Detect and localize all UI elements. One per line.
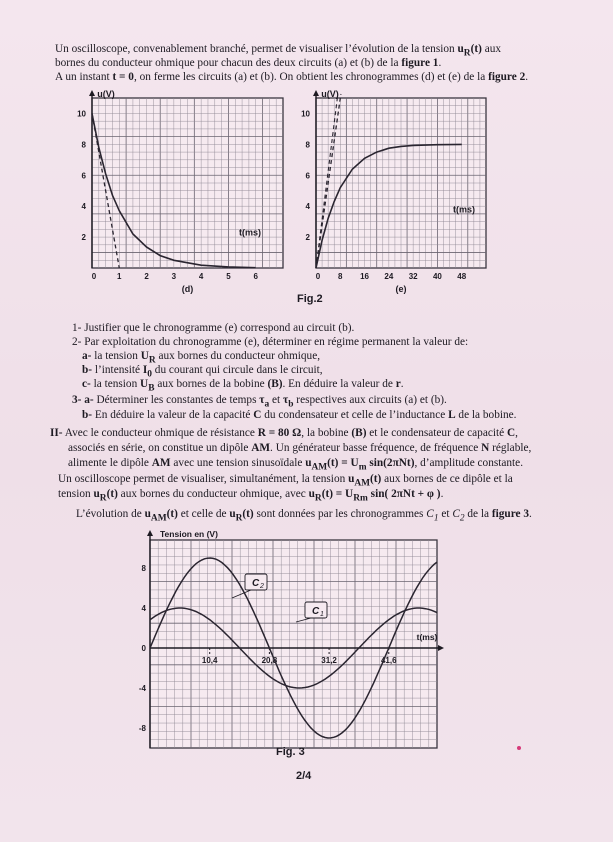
y-tick-label: 8 [141, 564, 146, 573]
question-3a: 3- a- Déterminer les constantes de temps $\tau_a$ et $\tau_b$ respectives aux circuits (a) et (b). [72, 394, 447, 410]
callout-sub: 1 [320, 611, 324, 618]
question-2: 2- Par exploitation du chronogramme (e), déterminer en régime permanent la valeur de: [72, 336, 469, 348]
x-tick-label: 40 [432, 272, 442, 281]
x-tick-label: 0 [315, 272, 321, 281]
x-tick-label: 24 [384, 272, 394, 281]
callout-label: C [252, 578, 260, 589]
fig3-label: Fig. 3 [276, 746, 305, 758]
x-tick-label: 6 [253, 272, 258, 281]
callout-sub: 2 [260, 583, 264, 590]
y-axis-arrow [313, 90, 319, 96]
part2-line-5: tension $u_R(t)$ aux bornes du conducteur ohmique, avec $u_R(t) = U_{Rm}$ sin( 2πNt + φ ). [58, 488, 444, 504]
question-2b: b- l’intensité $I_0$ du courant qui circule dans le circuit, [82, 364, 323, 380]
x-tick-label: 32 [408, 272, 418, 281]
callout-label: C [312, 606, 320, 617]
y-tick-label: -4 [138, 684, 146, 693]
chart-caption: (e) [395, 284, 407, 294]
y-tick-label: 6 [81, 171, 86, 181]
page-number: 2/4 [296, 770, 312, 782]
y-tick-label: 8 [305, 140, 310, 150]
y-axis-arrow [147, 530, 153, 536]
x-tick-label: 10,4 [201, 656, 218, 665]
x-tick-label: 41,6 [380, 656, 397, 665]
intro-line-3: A un instant t = 0, on ferme les circuits (a) et (b). On obtient les chronogrammes (d) et (e) de la figure 2. [55, 71, 529, 83]
fig2-label: Fig.2 [297, 293, 323, 305]
intro-line-1: Un oscilloscope, convenablement branché, permet de visualiser l’évolution de la tension $u_R(t)$ aux [55, 43, 502, 59]
chart-e [301, 89, 486, 294]
x-tick-label: 20,8 [261, 656, 278, 665]
y-tick-label: 2 [305, 233, 310, 243]
intro-line-2: bornes du conducteur ohmique pour chacun des deux circuits (a) et (b) de la figure 1. [55, 57, 442, 69]
y-axis-label: u(V) [321, 89, 339, 99]
y-tick-label: 4 [81, 202, 86, 212]
y-tick-label: 4 [141, 604, 146, 613]
fig3-chart [0, 522, 613, 752]
part2-line-6: L’évolution de $u_{AM}(t)$ et celle de $u_R(t)$ sont données par les chronogrammes $C_1$ et $C_2$ de la figure 3. [76, 508, 532, 524]
y-tick-label: 2 [81, 233, 86, 243]
x-axis-arrow [438, 645, 444, 651]
x-tick-label: 3 [171, 272, 177, 281]
ink-dot [517, 746, 521, 750]
chart-frame [150, 540, 437, 748]
y-tick-label: -8 [138, 724, 146, 733]
y-axis-arrow [89, 90, 95, 96]
x-tick-label: 2 [144, 272, 149, 281]
y-axis-label: Tension en (V) [160, 529, 218, 539]
x-axis-label: t(ms) [416, 632, 438, 642]
y-tick-label: 8 [81, 140, 86, 150]
y-tick-label: 6 [305, 171, 310, 181]
x-axis-label: t(ms) [239, 227, 261, 238]
x-axis-label: t(ms) [453, 204, 475, 215]
chart-d [77, 89, 283, 294]
y-axis-label: u(V) [97, 89, 115, 99]
x-tick-label: 4 [198, 272, 204, 281]
x-tick-label: 8 [338, 272, 343, 281]
part2-line-3: alimente le dipôle AM avec une tension sinusoïdale $u_{AM}(t) = U_m$ sin(2πNt), d’amplitude constante. [68, 457, 524, 473]
part2-line-4: Un oscilloscope permet de visualiser, simultanément, la tension $u_{AM}(t)$ aux bornes de ce dipôle et la [58, 473, 513, 489]
part2-line-1: II- Avec le conducteur ohmique de résistance R = 80 Ω, la bobine (B) et le condensateur de capacité C, [50, 427, 518, 439]
x-tick-label: 0 [91, 272, 97, 281]
question-3b: b- En déduire la valeur de la capacité C du condensateur et celle de l’inductance L de la bobine. [82, 409, 517, 421]
x-tick-label: 48 [457, 272, 467, 281]
y-tick-label: 0 [141, 644, 146, 653]
x-tick-label: 5 [226, 272, 231, 281]
x-tick-label: 31,2 [321, 656, 337, 665]
x-tick-label: 1 [117, 272, 122, 281]
part2-line-2: associés en série, on constitue un dipôle AM. Un générateur basse fréquence, de fréquence N réglable, [68, 442, 532, 454]
y-tick-label: 10 [77, 109, 86, 119]
question-1: 1- Justifier que le chronogramme (e) correspond au circuit (b). [72, 322, 355, 334]
fig2-charts [0, 82, 613, 322]
y-tick-label: 10 [301, 109, 310, 119]
question-2a: a- la tension $U_R$ aux bornes du conducteur ohmique, [82, 350, 321, 366]
x-tick-label: 16 [360, 272, 370, 281]
chart-caption: (d) [181, 284, 194, 294]
y-tick-label: 4 [305, 202, 310, 212]
question-2c: c- la tension $U_B$ aux bornes de la bobine (B). En déduire la valeur de r. [82, 378, 404, 394]
